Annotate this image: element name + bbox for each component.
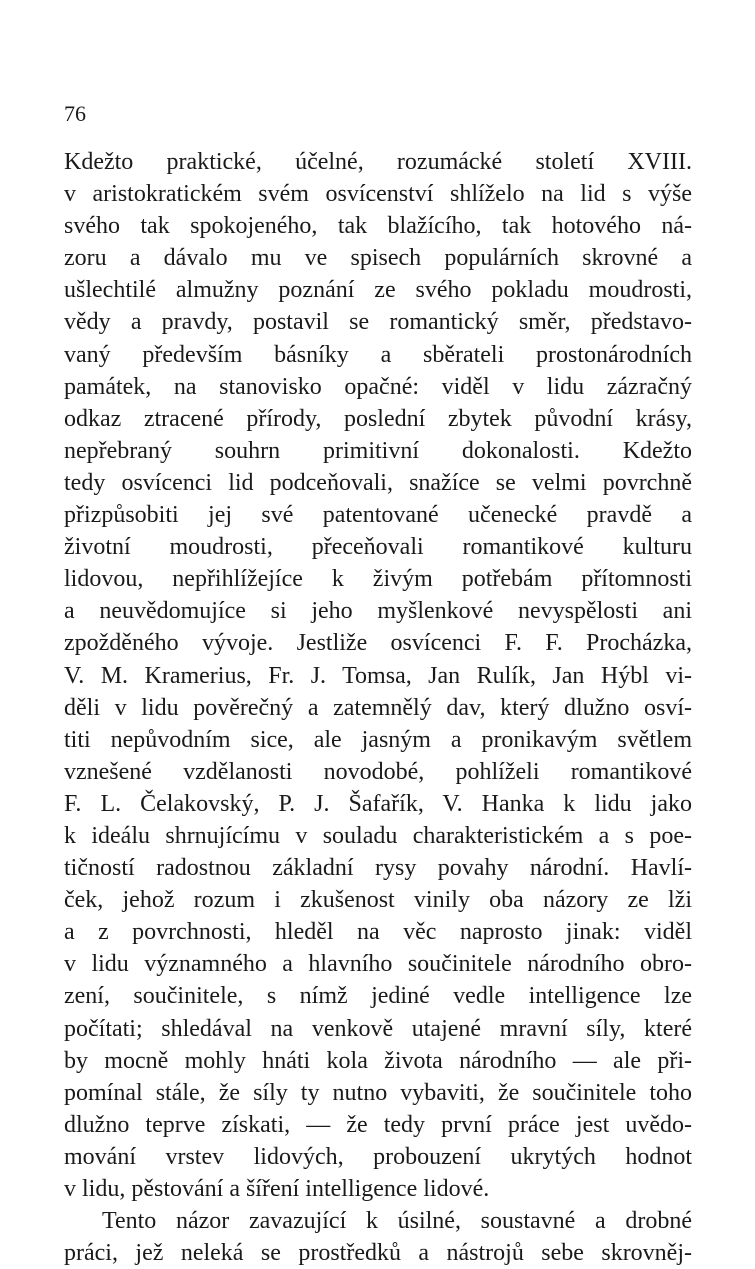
- text-line: ušlechtilé almužny poznání ze svého pokladu moudrosti,: [64, 277, 692, 304]
- text-line: lidovou, nepřihlížejíce k živým potřebám přítomnosti: [64, 566, 692, 593]
- text-line: V. M. Kramerius, Fr. J. Tomsa, Jan Rulík, Jan Hýbl vi-: [64, 662, 692, 689]
- text-line: nepřebraný souhrn primitivní dokonalosti. Kdežto: [64, 437, 692, 464]
- text-line: titi nepůvodním sice, ale jasným a pronikavým světlem: [64, 726, 692, 753]
- text-line: ček, jehož rozum i zkušenost vinily oba názory ze lži: [64, 887, 692, 914]
- text-line: pomínal stále, že síly ty nutno vybaviti, že součinitele toho: [64, 1079, 692, 1106]
- text-line: tičností radostnou základní rysy povahy národní. Havlí-: [64, 855, 692, 882]
- text-line: vaný především básníky a sběrateli prostonárodních: [64, 341, 692, 368]
- text-line: zpožděného vývoje. Jestliže osvícenci F. F. Procházka,: [64, 630, 692, 657]
- text-line: F. L. Čelakovský, P. J. Šafařík, V. Hanka k lidu jako: [64, 790, 692, 817]
- text-line: zení, součinitele, s nímž jediné vedle intelligence lze: [64, 983, 692, 1010]
- text-line: vznešené vzdělanosti novodobé, pohlíželi romantikové: [64, 758, 692, 785]
- text-line: děli v lidu pověrečný a zatemnělý dav, který dlužno osví-: [64, 694, 692, 721]
- text-line: přizpůsobiti jej své patentované učenecké pravdě a: [64, 502, 692, 529]
- text-line: zoru a dávalo mu ve spisech populárních skrovné a: [64, 245, 692, 272]
- text-line: tedy osvícenci lid podceňovali, snažíce se velmi povrchně: [64, 469, 692, 496]
- text-line: v aristokratickém svém osvícenství shlíželo na lid s výše: [64, 181, 692, 208]
- text-line: a z povrchnosti, hleděl na věc naprosto jinak: viděl: [64, 919, 692, 946]
- text-line: Kdežto praktické, účelné, rozumácké století XVIII.: [64, 149, 692, 175]
- text-line: by mocně mohly hnáti kola života národního — ale při-: [64, 1047, 692, 1074]
- text-line: odkaz ztracené přírody, poslední zbytek původní krásy,: [64, 405, 692, 432]
- text-line: památek, na stanovisko opačné: viděl v lidu zázračný: [64, 373, 692, 400]
- text-line: vědy a pravdy, postavil se romantický směr, představo-: [64, 309, 692, 336]
- text-line: svého tak spokojeného, tak blažícího, tak hotového ná-: [64, 213, 692, 240]
- text-line: v lidu významného a hlavního součinitele národního obro-: [64, 951, 692, 978]
- text-line: Tento názor zavazující k úsilné, soustavné a drobné: [102, 1208, 692, 1235]
- text-line: a neuvědomujíce si jeho myšlenkové nevyspělosti ani: [64, 598, 692, 625]
- body-text: [64, 146, 692, 1269]
- text-line: počítati; shledával na venkově utajené mravní síly, které: [64, 1015, 692, 1042]
- text-line: životní moudrosti, přeceňovali romantikové kulturu: [64, 534, 692, 561]
- text-line: práci, jež neleká se prostředků a nástrojů sebe skrovněj-: [64, 1240, 692, 1267]
- page-number: 76: [64, 101, 86, 126]
- text-line: v lidu, pěstování a šíření intelligence lidové.: [64, 1176, 490, 1202]
- text-line: k ideálu shrnujícímu v souladu charakteristickém a s poe-: [64, 822, 692, 849]
- text-line: dlužno teprve získati, — že tedy první práce jest uvědo-: [64, 1111, 692, 1138]
- text-line: mování vrstev lidových, probouzení ukrytých hodnot: [64, 1143, 692, 1170]
